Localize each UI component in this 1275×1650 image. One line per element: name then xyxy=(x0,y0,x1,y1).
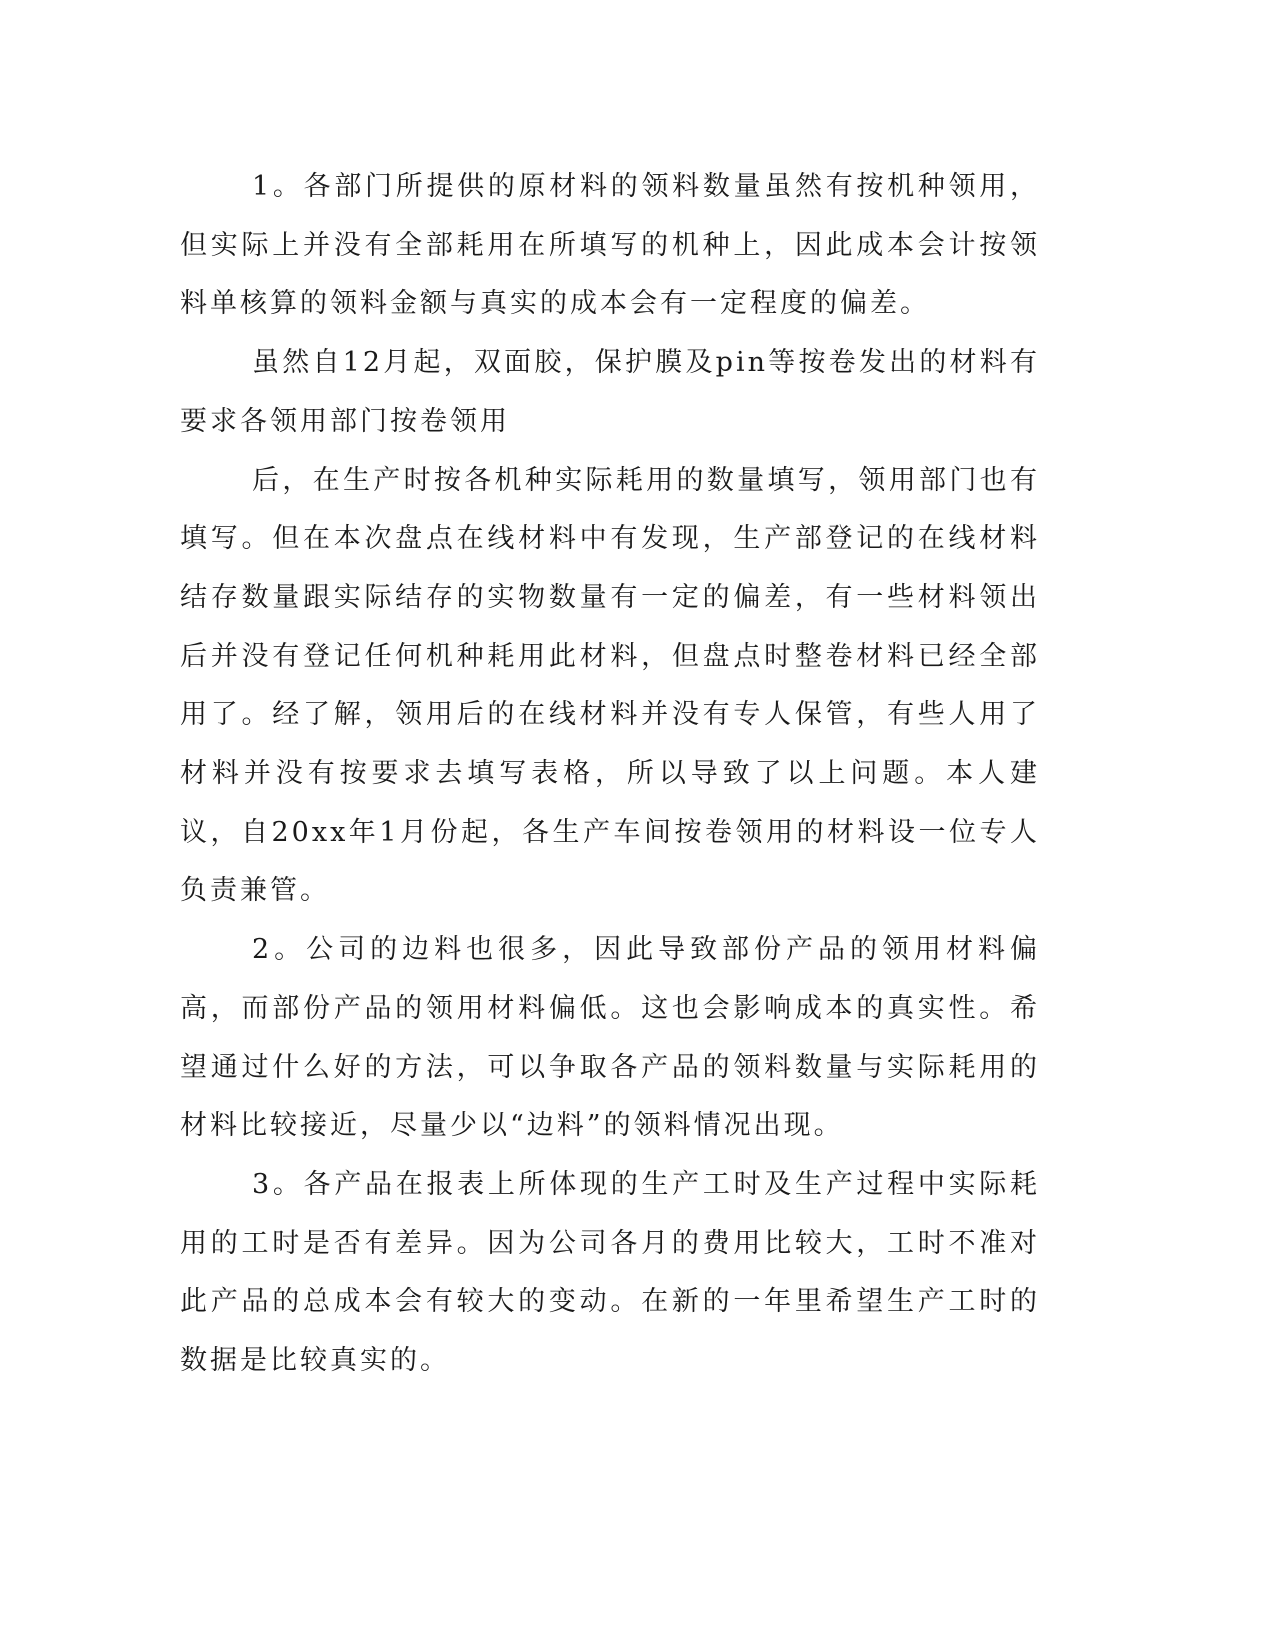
paragraph-item-3-labor-hours: 3。各产品在报表上所体现的生产工时及生产过程中实际耗用的工时是否有差异。因为公司各月的费用比较大，工时不准对此产品的总成本会有较大的变动。在新的一年里希望生产工时的数据是比较真实的。 xyxy=(180,1168,1040,1377)
paragraph-roll-materials-requirement: 虽然自12月起，双面胶，保护膜及pin等按卷发出的材料有要求各领用部门按卷领用 xyxy=(180,347,1040,437)
paragraph-inventory-findings: 后，在生产时按各机种实际耗用的数量填写，领用部门也有填写。但在本次盘点在线材料中有发现，生产部登记的在线材料结存数量跟实际结存的实物数量有一定的偏差，有一些材料领出后并没有登记任何机种耗用此材料，但盘点时整卷材料已经全部用了。经了解，领用后的在线材料并没有专人保管，有些人用了材料并没有按要求去填写表格，所以导致了以上问题。本人建议，自20xx年1月份起，各生产车间按卷领用的材料设一位专人负责兼管。 xyxy=(180,464,1040,907)
paragraph-item-2-scrap-material: 2。公司的边料也很多，因此导致部份产品的领用材料偏高，而部份产品的领用材料偏低。这也会影响成本的真实性。希望通过什么好的方法，可以争取各产品的领料数量与实际耗用的材料比较接近，尽量少以“边料”的领料情况出现。 xyxy=(180,934,1040,1142)
paragraph-item-1-material-requisition: 1。各部门所提供的原材料的领料数量虽然有按机种领用，但实际上并没有全部耗用在所填写的机种上，因此成本会计按领料单核算的领料金额与真实的成本会有一定程度的偏差。 xyxy=(180,171,1040,320)
document-body xyxy=(180,158,1040,1391)
